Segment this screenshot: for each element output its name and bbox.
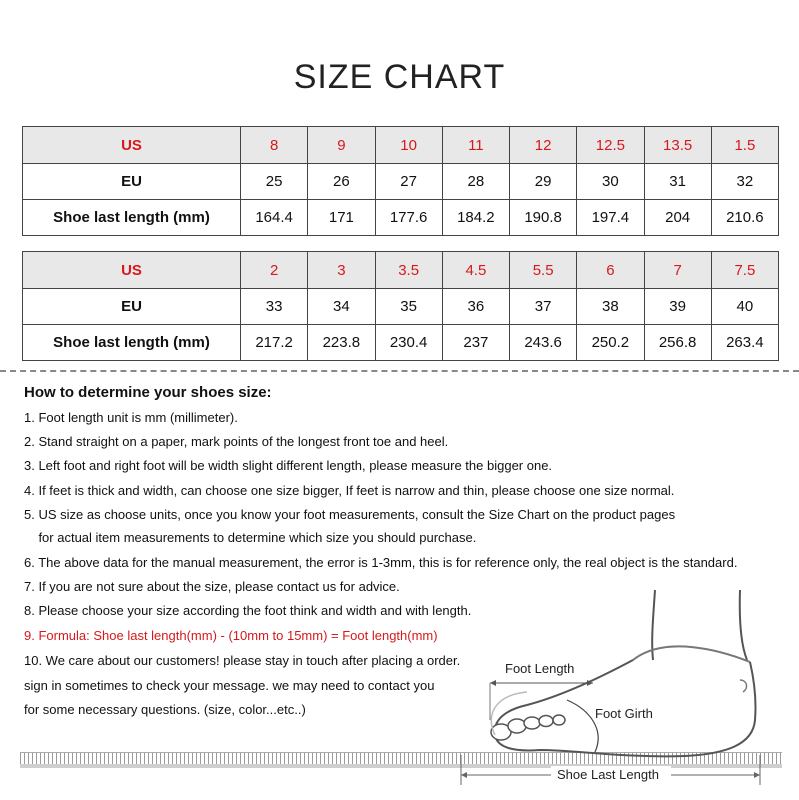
length-cell: 230.4 [375, 325, 442, 361]
us-size-row [23, 252, 779, 289]
us-size-cell: 5.5 [510, 252, 577, 289]
us-size-cell: 7 [644, 252, 711, 289]
us-size-cell: 12 [510, 127, 577, 164]
eu-size-cell: 25 [241, 164, 308, 200]
instruction-step: for actual item measurements to determine which size you should purchase. [24, 530, 477, 545]
foot-diagram [455, 580, 785, 795]
us-size-cell: 4.5 [442, 252, 509, 289]
length-row [23, 200, 779, 236]
length-cell: 197.4 [577, 200, 644, 236]
length-cell: 223.8 [308, 325, 375, 361]
us-size-cell: 3.5 [375, 252, 442, 289]
instruction-step: 7. If you are not sure about the size, please contact us for advice. [24, 579, 400, 594]
length-cell: 250.2 [577, 325, 644, 361]
eu-size-cell: 39 [644, 289, 711, 325]
length-cell: 243.6 [510, 325, 577, 361]
eu-size-row [23, 289, 779, 325]
instruction-step: 4. If feet is thick and width, can choose one size bigger, If feet is narrow and thin, please choose one size normal. [24, 483, 675, 498]
instruction-step: 5. US size as choose units, once you know your foot measurements, consult the Size Chart on the product pages [24, 507, 676, 522]
length-cell: 190.8 [510, 200, 577, 236]
eu-size-cell: 37 [510, 289, 577, 325]
instruction-step: 3. Left foot and right foot will be width slight different length, please measure the bigger one. [24, 458, 553, 473]
us-size-cell: 1.5 [711, 127, 778, 164]
size-table-2 [22, 251, 779, 361]
eu-size-cell: 36 [442, 289, 509, 325]
length-cell: 256.8 [644, 325, 711, 361]
eu-size-cell: 27 [375, 164, 442, 200]
eu-size-cell: 35 [375, 289, 442, 325]
length-cell: 204 [644, 200, 711, 236]
length-cell: 217.2 [241, 325, 308, 361]
us-size-cell: 6 [577, 252, 644, 289]
eu-size-cell: 31 [644, 164, 711, 200]
us-size-cell: 9 [308, 127, 375, 164]
eu-size-cell: 40 [711, 289, 778, 325]
length-cell: 171 [308, 200, 375, 236]
us-size-cell: 13.5 [644, 127, 711, 164]
us-size-cell: 7.5 [711, 252, 778, 289]
page-title: SIZE CHART [293, 58, 506, 96]
instruction-step: 2. Stand straight on a paper, mark points of the longest front toe and heel. [24, 434, 449, 449]
length-cell: 184.2 [442, 200, 509, 236]
us-size-cell: 2 [241, 252, 308, 289]
length-cell: 210.6 [711, 200, 778, 236]
length-cell: 237 [442, 325, 509, 361]
eu-size-cell: 32 [711, 164, 778, 200]
instruction-step: sign in sometimes to check your message. we may need to contact you [24, 678, 435, 693]
eu-size-cell: 33 [241, 289, 308, 325]
instruction-step: 6. The above data for the manual measurement, the error is 1-3mm, this is for reference only, the real object is the standard. [24, 555, 738, 570]
eu-size-cell: 34 [308, 289, 375, 325]
length-cell: 263.4 [711, 325, 778, 361]
instruction-step: 1. Foot length unit is mm (millimeter). [24, 410, 238, 425]
formula-step: 9. Formula: Shoe last length(mm) - (10mm to 15mm) = Foot length(mm) [24, 628, 438, 643]
length-row [23, 325, 779, 361]
eu-label: EU [23, 289, 241, 325]
eu-size-cell: 29 [510, 164, 577, 200]
us-size-cell: 11 [442, 127, 509, 164]
us-size-cell: 8 [241, 127, 308, 164]
us-size-cell: 3 [308, 252, 375, 289]
foot-length-label: Foot Length [505, 661, 575, 676]
size-table-1 [22, 126, 779, 236]
instruction-step: for some necessary questions. (size, color...etc..) [24, 702, 306, 717]
instruction-step: 8. Please choose your size according the foot think and width and with length. [24, 603, 472, 618]
us-label: US [23, 127, 241, 164]
instruction-step: 10. We care about our customers! please stay in touch after placing a order. [24, 653, 461, 668]
us-size-cell: 12.5 [577, 127, 644, 164]
eu-size-cell: 28 [442, 164, 509, 200]
us-label: US [23, 252, 241, 289]
section-divider [0, 370, 799, 372]
shoe-last-length-label: Shoe Last Length [557, 767, 659, 782]
foot-illustration [455, 580, 785, 795]
length-label: Shoe last length (mm) [23, 325, 241, 361]
us-size-cell: 10 [375, 127, 442, 164]
eu-size-cell: 38 [577, 289, 644, 325]
instructions-heading: How to determine your shoes size: [24, 384, 272, 401]
eu-size-row [23, 164, 779, 200]
foot-girth-label: Foot Girth [595, 706, 653, 721]
eu-size-cell: 26 [308, 164, 375, 200]
length-cell: 177.6 [375, 200, 442, 236]
length-label: Shoe last length (mm) [23, 200, 241, 236]
length-cell: 164.4 [241, 200, 308, 236]
us-size-row [23, 127, 779, 164]
eu-size-cell: 30 [577, 164, 644, 200]
eu-label: EU [23, 164, 241, 200]
